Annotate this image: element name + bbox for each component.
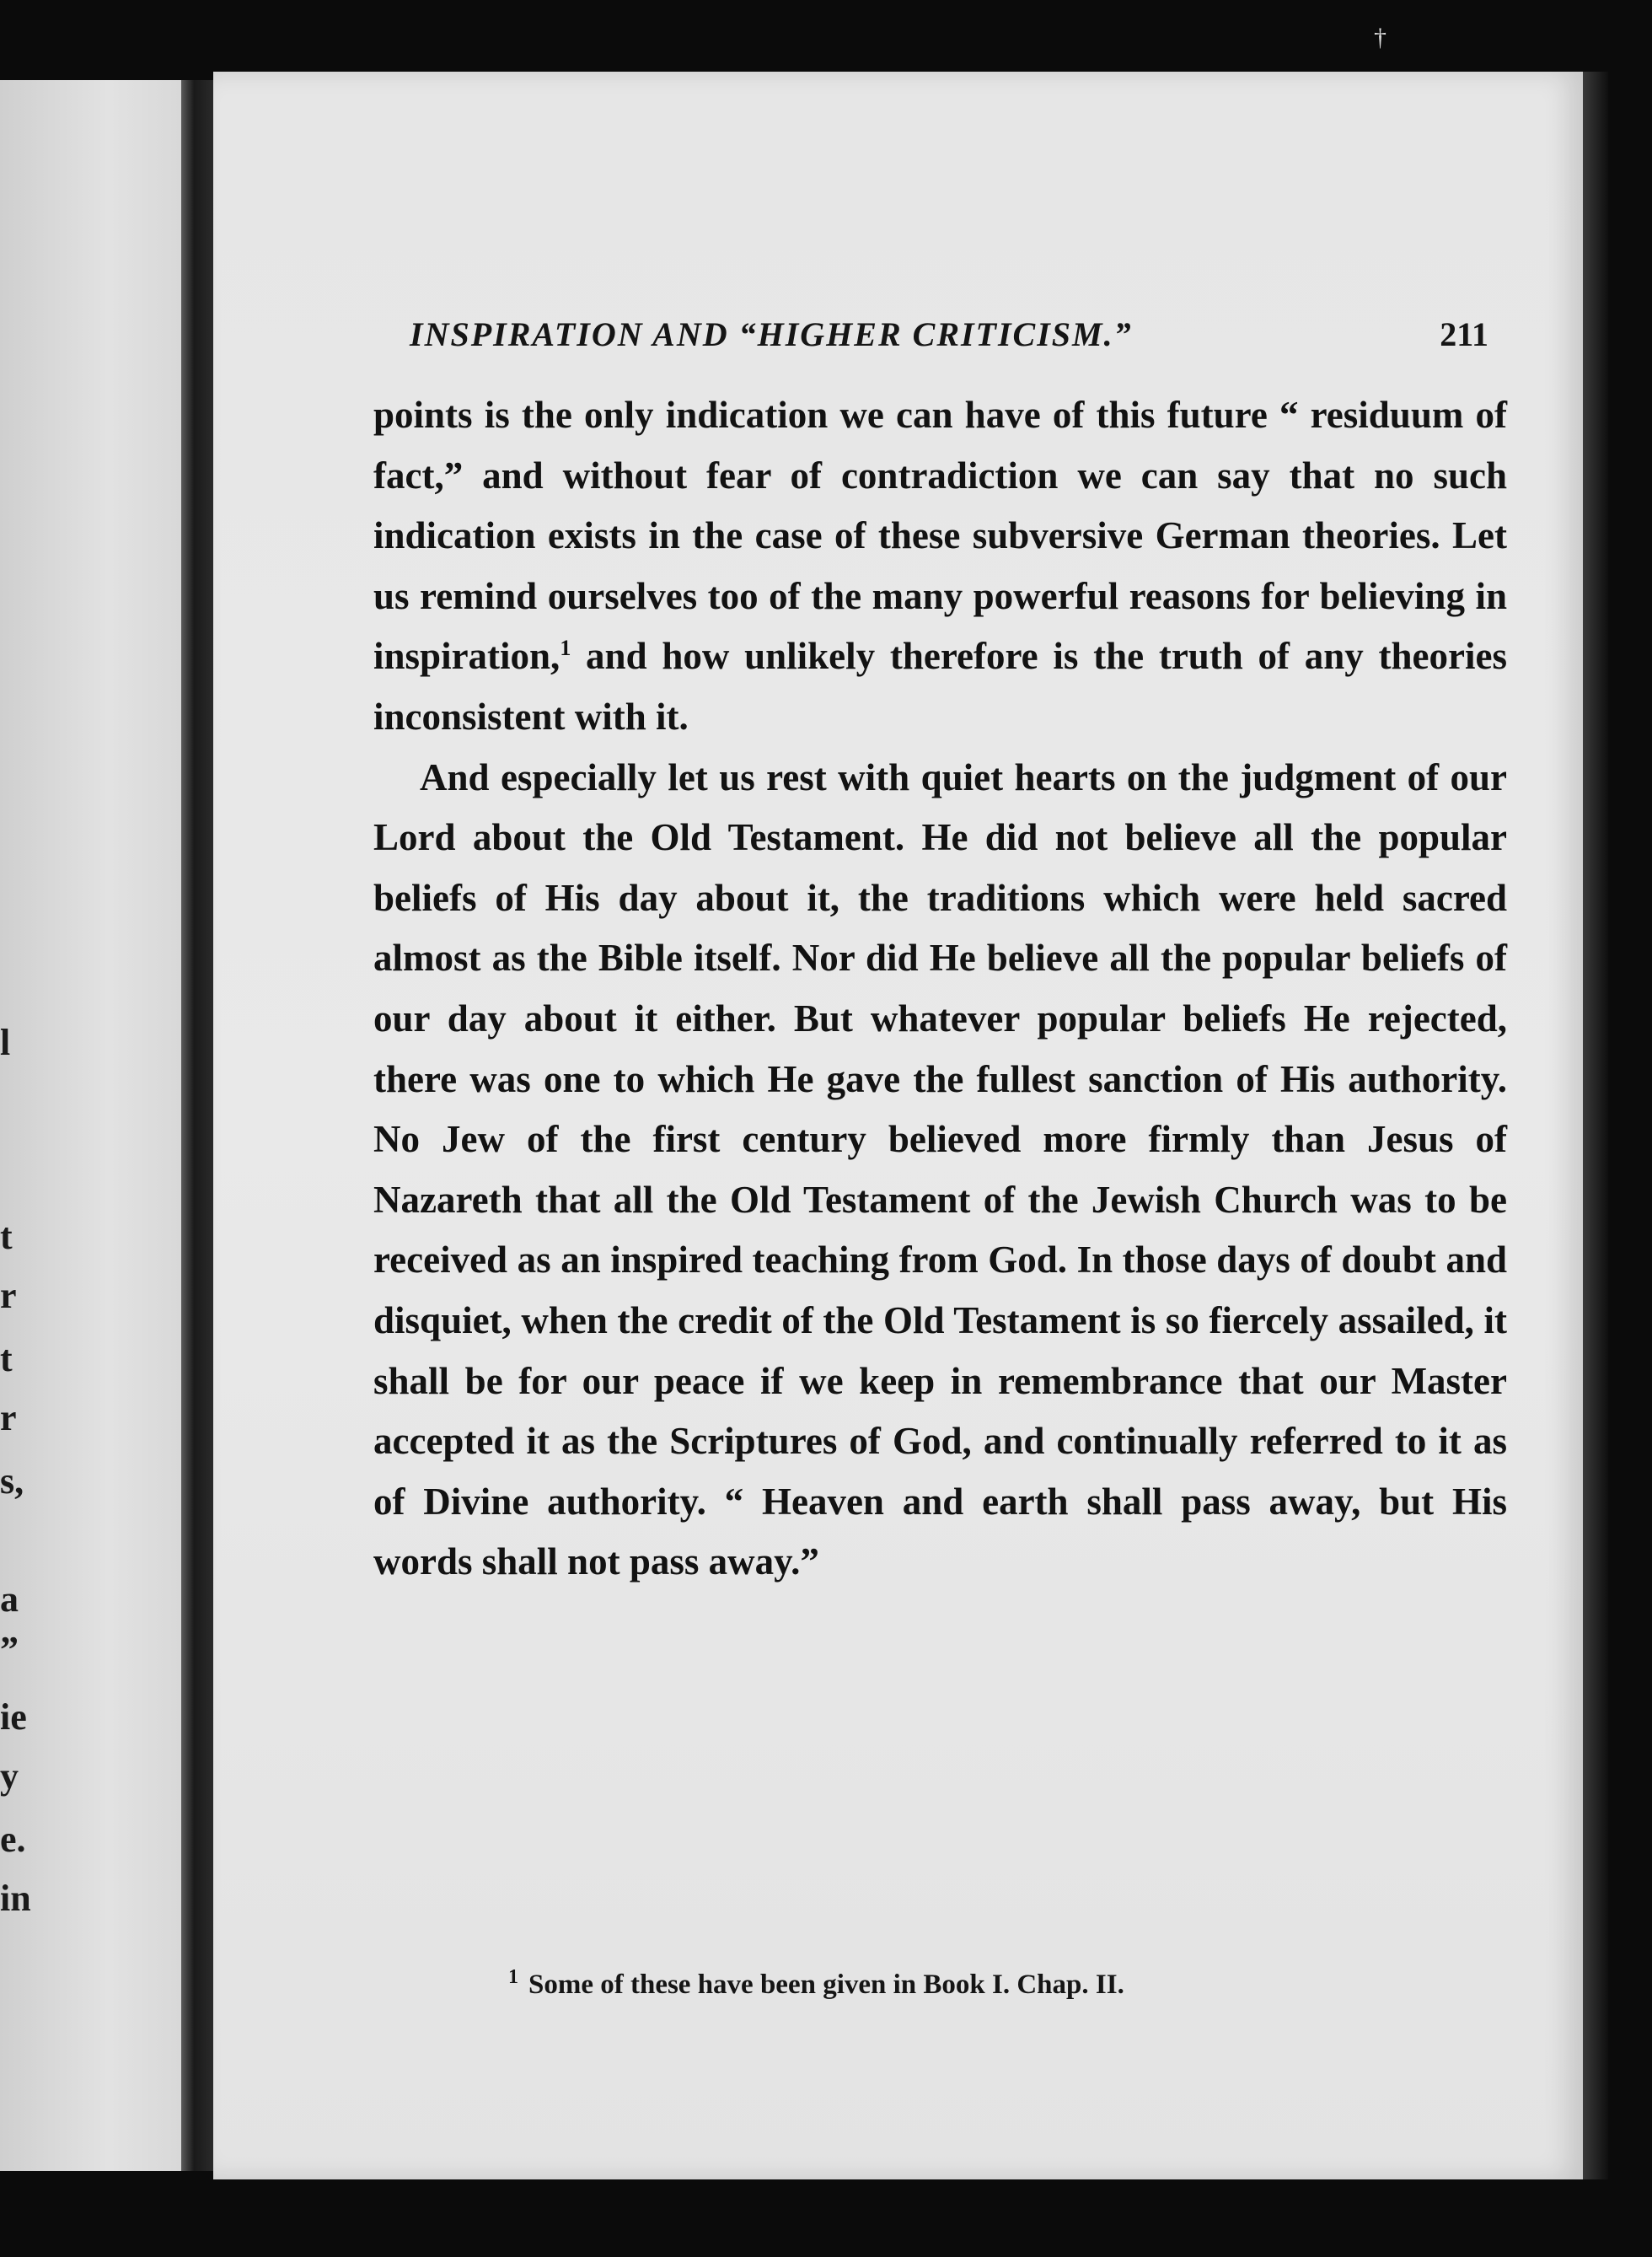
footnote-text: Some of these have been given in Book I. Chap. II. <box>528 1970 1124 2000</box>
paragraph-2: And especially let us rest with quiet hearts on the judgment of our Lord about the Old Testament. He did not believe all the popular beliefs of His day about it, the traditions which were held sacred almost as the Bible itself. Nor did He believe all the popular beliefs of our day about it either. But whatever popular beliefs He rejected, there was one to which He gave the fullest sanction of His authority. No Jew of the first century believed more firmly than Jesus of Nazareth that all the Old Testament of the Jewish Church was to be received as an inspired teaching from God. In those days of doubt and disquiet, when the credit of the Old Testament is so fiercely assailed, it shall be for our peace if we keep in remembrance that our Master accepted it as the Scriptures of God, and continually referred to it as of Divine authority. “ Heaven and earth shall pass away, but His words shall not pass away.” <box>373 755 1507 1583</box>
running-head <box>410 314 1488 365</box>
left-page-text-fragments <box>0 80 181 2171</box>
left-page-fragment-text: l <box>0 1022 11 1063</box>
page-edge-shadow <box>1583 72 1608 2179</box>
left-page-fragment-text: r <box>0 1275 17 1316</box>
left-page-fragment-text: ” <box>0 1629 19 1670</box>
left-page-fragment-text: s, <box>0 1460 24 1502</box>
page-content <box>213 72 1583 2179</box>
body-text <box>373 385 1507 1593</box>
paragraph-1-text: points is the only indication we can have of this future “ residuum of fact,” and without fear of contradiction we can say that no such indication exists in the case of these subversive German theories. Let us remind ourselves too of the many powerful reasons for believing in inspiration, <box>373 394 1507 678</box>
left-page-fragment-text: a <box>0 1578 19 1620</box>
book-gutter <box>181 80 213 2171</box>
left-page-fragment <box>0 80 181 2171</box>
left-page-fragment-text: r <box>0 1397 17 1438</box>
running-title: INSPIRATION AND “HIGHER CRITICISM.” <box>410 315 1133 353</box>
left-page-fragment-text: in <box>0 1878 31 1919</box>
page-number: 211 <box>1440 315 1488 353</box>
left-page-fragment-text: ie <box>0 1696 27 1738</box>
footnote-reference: 1 <box>560 636 571 661</box>
left-page-fragment-text: y <box>0 1755 19 1797</box>
left-page-fragment-text: t <box>0 1338 13 1379</box>
paragraph-1 <box>373 385 1507 748</box>
footnote-mark: 1 <box>508 1966 518 1988</box>
paragraph-1-text-continued: and how unlikely therefore is the truth of any theories inconsistent with it. <box>373 635 1507 738</box>
left-page-fragment-text: t <box>0 1216 13 1257</box>
scan-artifact-mark: † <box>1374 24 1386 51</box>
left-page-fragment-text: e. <box>0 1819 26 1860</box>
footnote <box>508 1966 1520 2001</box>
